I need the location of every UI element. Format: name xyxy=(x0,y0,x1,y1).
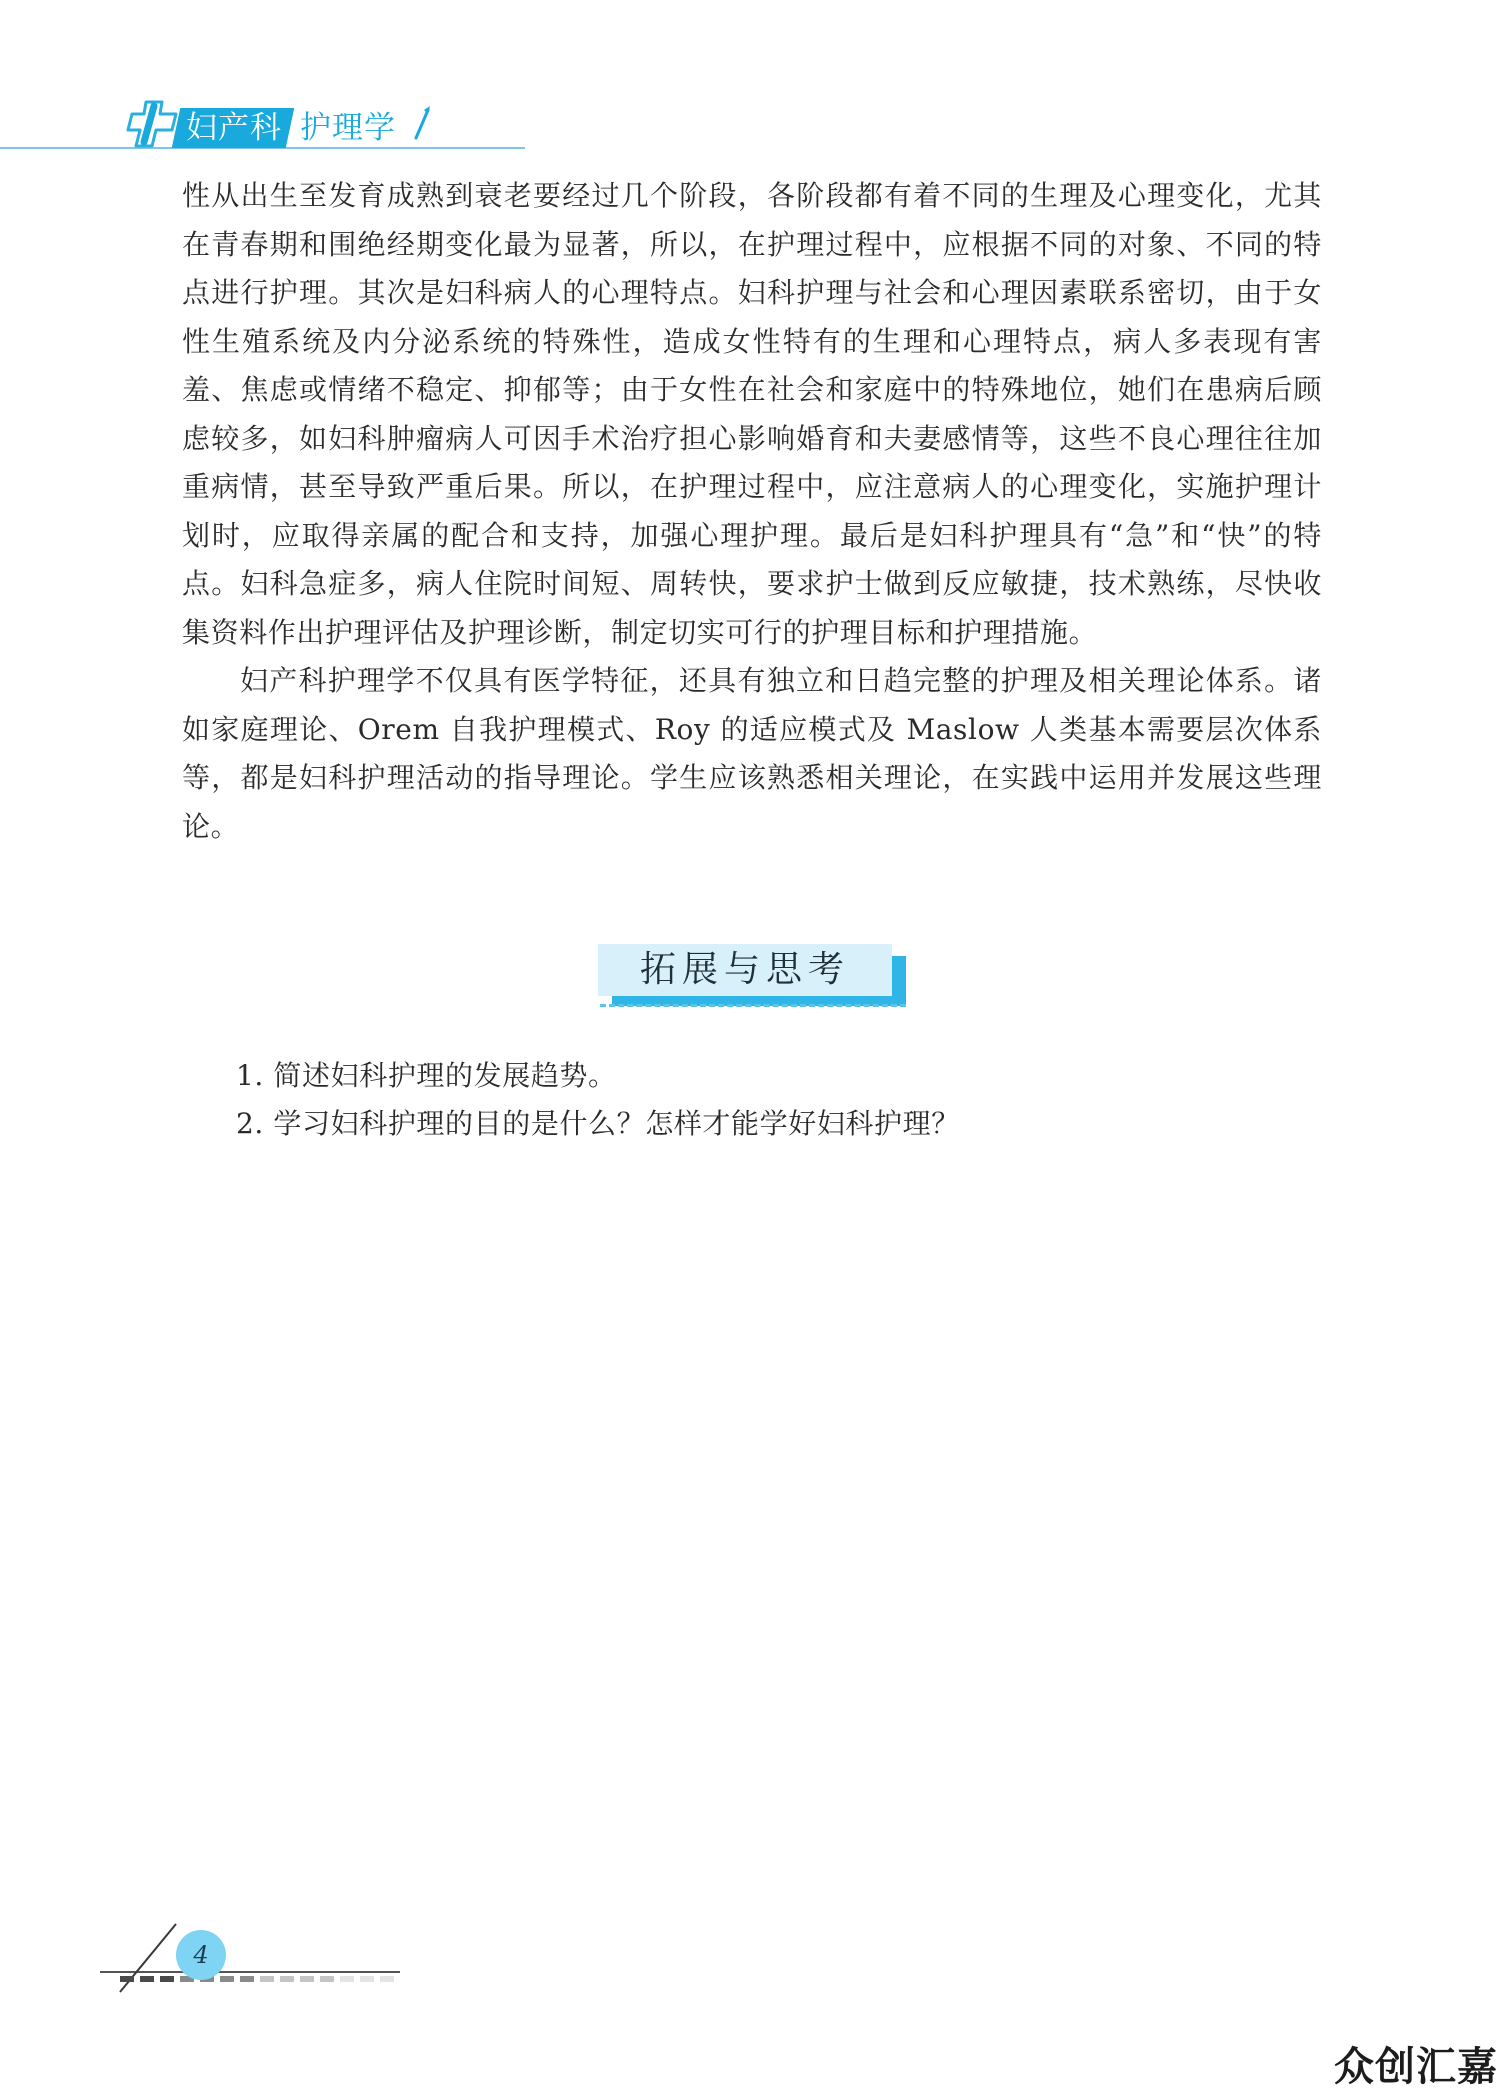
section-heading-title: 拓展与思考 xyxy=(598,944,892,996)
header-title-text: 妇产科 xyxy=(186,110,282,146)
header-accent-icon xyxy=(410,104,434,144)
body-paragraph: 妇产科护理学不仅具有医学特征，还具有独立和日趋完整的护理及相关理论体系。诸如家庭理论、Orem 自我护理模式、Roy 的适应模式及 Maslow 人类基本需要层次体系等，都是妇科护理活动的指导理论。学生应该熟悉相关理论，在实践中运用并发展这些理论。 xyxy=(182,664,1322,843)
body-text xyxy=(182,172,1322,851)
question-item: 2. 学习妇科护理的目的是什么？怎样才能学好妇科护理？ xyxy=(236,1107,960,1140)
question-item: 1. 简述妇科护理的发展趋势。 xyxy=(236,1059,617,1092)
section-heading xyxy=(598,944,906,1008)
question-list xyxy=(236,1052,1296,1148)
body-paragraph: 性从出生至发育成熟到衰老要经过几个阶段，各阶段都有着不同的生理及心理变化，尤其在青春期和围绝经期变化最为显著，所以，在护理过程中，应根据不同的对象、不同的特点进行护理。其次是妇科病人的心理特点。妇科护理与社会和心理因素联系密切，由于女性生殖系统及内分泌系统的特殊性，造成女性特有的生理和心理特点，病人多表现有害羞、焦虑或情绪不稳定、抑郁等；由于女性在社会和家庭中的特殊地位，她们在患病后顾虑较多，如妇科肿瘤病人可因手术治疗担心影响婚育和夫妻感情等，这些不良心理往往加重病情，甚至导致严重后果。所以，在护理过程中，应注意病人的心理变化，实施护理计划时，应取得亲属的配合和支持，加强心理护理。最后是妇科护理具有“急”和“快”的特点。妇科急症多，病人住院时间短、周转快，要求护士做到反应敏捷，技术熟练，尽快收集资料作出护理评估及护理诊断，制定切实可行的护理目标和护理措施。 xyxy=(182,179,1322,649)
section-heading-underline xyxy=(600,1004,906,1007)
footer-decoration xyxy=(100,1918,420,1998)
page-number: 4 xyxy=(176,1930,226,1980)
header-subtitle: 护理学 xyxy=(300,110,396,146)
watermark: 众创汇嘉 xyxy=(1334,2044,1498,2090)
header-title xyxy=(172,108,295,148)
